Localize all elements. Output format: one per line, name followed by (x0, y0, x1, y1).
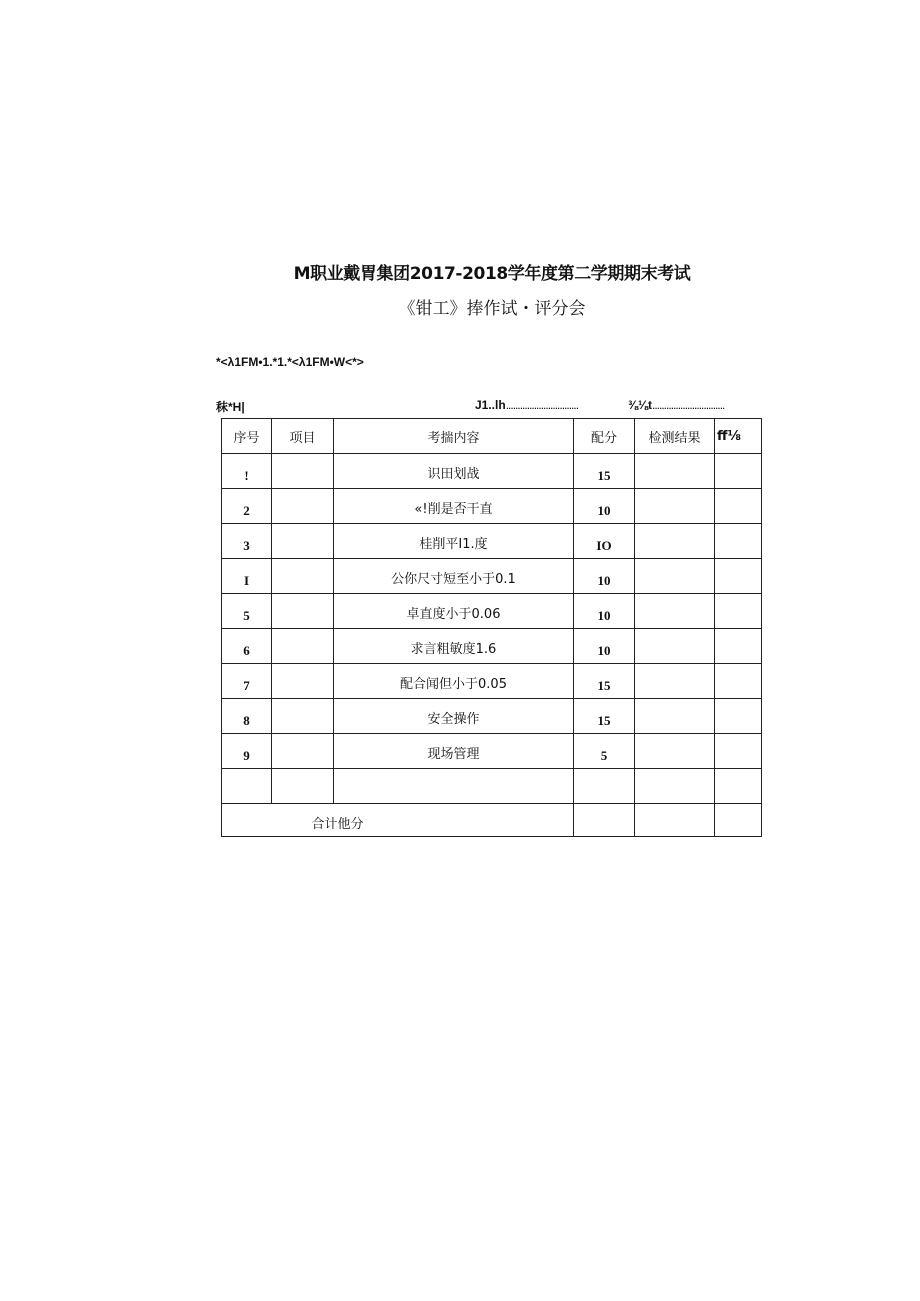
header-seq: 序号 (222, 419, 272, 454)
table-row (222, 769, 762, 804)
row-mark (715, 769, 762, 804)
total-mark (715, 804, 762, 837)
row-seq (222, 769, 272, 804)
table-row (222, 524, 762, 559)
row-mark (715, 559, 762, 594)
row-points: 5 (574, 734, 635, 769)
row-seq: ! (222, 454, 272, 489)
header-item: 项目 (272, 419, 334, 454)
table-row (222, 454, 762, 489)
row-result (635, 769, 715, 804)
row-content: 卓直度小于0.06 (334, 594, 574, 629)
form-title: 《钳工》捧作试・评分会 (398, 299, 586, 319)
header-mark: ff⅛ (715, 419, 762, 454)
row-content: 安全操作 (334, 699, 574, 734)
row-points: 10 (574, 559, 635, 594)
total-label: 合计他分 (222, 804, 574, 837)
header-content: 考揣内容 (334, 419, 574, 454)
row-result (635, 594, 715, 629)
row-item (272, 769, 334, 804)
name-field-label: 秣*H| (216, 400, 245, 414)
row-content: 现场管理 (334, 734, 574, 769)
row-points: 10 (574, 489, 635, 524)
row-seq: 7 (222, 664, 272, 699)
class-field (475, 398, 578, 412)
class-field-blank: ............................... (505, 398, 579, 412)
table-row (222, 489, 762, 524)
row-item (272, 699, 334, 734)
row-item (272, 454, 334, 489)
row-result (635, 629, 715, 664)
row-seq: 8 (222, 699, 272, 734)
row-seq: 5 (222, 594, 272, 629)
table-row (222, 664, 762, 699)
row-points: IO (574, 524, 635, 559)
scoring-table (221, 418, 762, 837)
row-content: 公你尺寸短至小于0.1 (334, 559, 574, 594)
header-result: 检测结果 (635, 419, 715, 454)
row-result (635, 489, 715, 524)
row-points (574, 769, 635, 804)
row-seq: 3 (222, 524, 272, 559)
row-seq: 9 (222, 734, 272, 769)
name-field (216, 398, 245, 415)
class-field-label: J1..lh (475, 398, 506, 412)
row-points: 15 (574, 664, 635, 699)
score-field (628, 398, 724, 412)
row-content: 配合闻但小于0.05 (334, 664, 574, 699)
row-content: «!削是否干直 (334, 489, 574, 524)
row-item (272, 489, 334, 524)
table-row (222, 699, 762, 734)
score-field-label: ⅜⅛t (628, 398, 653, 412)
row-result (635, 734, 715, 769)
row-result (635, 664, 715, 699)
row-mark (715, 699, 762, 734)
header-points: 配分 (574, 419, 635, 454)
row-mark (715, 734, 762, 769)
row-item (272, 594, 334, 629)
row-mark (715, 454, 762, 489)
exam-title: M职业戴胃集团2017-2018学年度第二学期期末考试 (293, 264, 691, 284)
table-row (222, 594, 762, 629)
row-mark (715, 664, 762, 699)
row-mark (715, 594, 762, 629)
table-row (222, 734, 762, 769)
row-seq: 6 (222, 629, 272, 664)
row-mark (715, 489, 762, 524)
row-result (635, 699, 715, 734)
row-mark (715, 524, 762, 559)
row-item (272, 524, 334, 559)
row-seq: 2 (222, 489, 272, 524)
exam-subline: *<λ1FM•1.*1.*<λ1FM•W<*> (216, 355, 364, 369)
total-points (574, 804, 635, 837)
score-field-blank: ............................... (652, 398, 725, 412)
row-content: 桂削平I1.度 (334, 524, 574, 559)
table-row (222, 629, 762, 664)
row-content (334, 769, 574, 804)
table-header-row (222, 419, 762, 454)
row-points: 10 (574, 594, 635, 629)
total-result (635, 804, 715, 837)
row-points: 15 (574, 699, 635, 734)
row-item (272, 664, 334, 699)
row-content: 求言粗敏度1.6 (334, 629, 574, 664)
table-row (222, 559, 762, 594)
row-seq: I (222, 559, 272, 594)
row-result (635, 454, 715, 489)
row-mark (715, 629, 762, 664)
row-result (635, 559, 715, 594)
row-item (272, 629, 334, 664)
row-item (272, 734, 334, 769)
row-content: 识田划战 (334, 454, 574, 489)
row-item (272, 559, 334, 594)
row-points: 10 (574, 629, 635, 664)
row-result (635, 524, 715, 559)
total-row (222, 804, 762, 837)
row-points: 15 (574, 454, 635, 489)
